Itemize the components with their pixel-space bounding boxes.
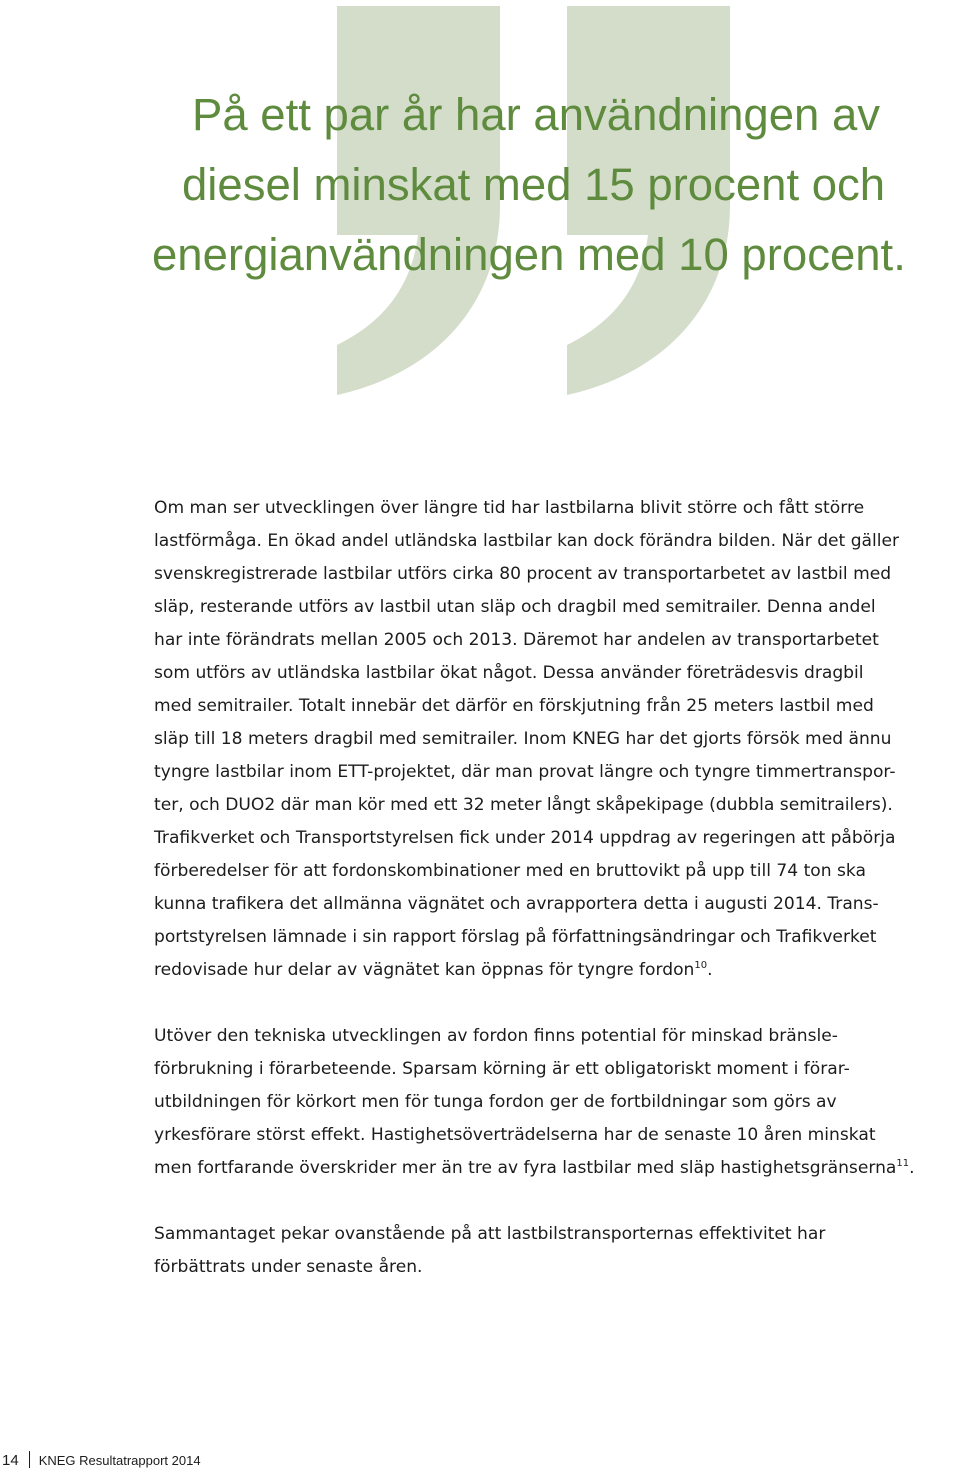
text-line: lastförmåga. En ökad andel utländska lastbilar kan dock förändra bilden. När det gäller <box>154 531 900 551</box>
text-line: utbildningen för körkort men för tunga fordon ger de fortbildningar som görs av <box>154 1092 837 1112</box>
page-number: 14 <box>2 1452 19 1469</box>
text-line: har inte förändrats mellan 2005 och 2013. Däremot har andelen av transportarbetet <box>154 630 879 650</box>
text-line: yrkesförare störst effekt. Hastighetsöverträdelserna har de senaste 10 åren minskat <box>154 1125 876 1145</box>
sentence-end: . <box>909 1158 915 1178</box>
text-line: kunna trafikera det allmänna vägnätet och avrapportera detta i augusti 2014. Trans- <box>154 894 879 914</box>
paragraph-driver-behaviour <box>154 1020 944 1185</box>
text-line: Om man ser utvecklingen över längre tid har lastbilarna blivit större och fått större <box>154 498 865 518</box>
sentence-end: . <box>707 960 713 980</box>
paragraph-summary <box>154 1218 944 1284</box>
text-line: Utöver den tekniska utvecklingen av fordon finns potential för minskad bränsle- <box>154 1026 838 1046</box>
text-line: som utförs av utländska lastbilar ökat något. Dessa använder företrädesvis dragbil <box>154 663 864 683</box>
text-line: förbättrats under senaste åren. <box>154 1257 423 1277</box>
paragraph-vehicle-development <box>154 492 944 987</box>
text-line: svenskregistrerade lastbilar utförs cirka 80 procent av transportarbetet av lastbil med <box>154 564 892 584</box>
text-line: förberedelser för att fordonskombinationer med en bruttovikt på upp till 74 ton ska <box>154 861 866 881</box>
text-line: ter, och DUO2 där man kör med ett 32 meter långt skåpekipage (dubbla semitrailers). <box>154 795 893 815</box>
text-segment: redovisade hur delar av vägnätet kan öppnas för tyngre fordon <box>154 960 695 980</box>
text-line <box>154 1152 944 1185</box>
text-line: portstyrelsen lämnade i sin rapport förslag på författningsändringar och Trafikverket <box>154 927 877 947</box>
footer-divider <box>29 1451 30 1468</box>
text-line: släp, resterande utförs av lastbil utan släp och dragbil med semitrailer. Denna andel <box>154 597 876 617</box>
publication-title: KNEG Resultatrapport 2014 <box>38 1453 201 1468</box>
text-segment: men fortfarande överskrider mer än tre av fyra lastbilar med släp hastighetsgränserna <box>154 1158 897 1178</box>
text-line: förbrukning i förarbeteende. Sparsam körning är ett obligatoriskt moment i förar- <box>154 1059 850 1079</box>
footnote-ref: 10 <box>694 960 708 971</box>
text-line: släp till 18 meters dragbil med semitrailer. Inom KNEG har det gjorts försök med ännu <box>154 729 892 749</box>
pull-quote-line: diesel minskat med 15 procent och <box>182 159 886 210</box>
page-footer <box>2 1451 201 1469</box>
pull-quote-line: På ett par år har användningen av <box>192 89 881 140</box>
footnote-ref: 11 <box>896 1158 910 1169</box>
text-line: Sammantaget pekar ovanstående på att lastbilstransporternas effektivitet har <box>154 1224 826 1244</box>
text-line: Trafikverket och Transportstyrelsen fick under 2014 uppdrag av regeringen att påbörja <box>154 828 896 848</box>
text-line: med semitrailer. Totalt innebär det därför en förskjutning från 25 meters lastbil med <box>154 696 874 716</box>
text-line: tyngre lastbilar inom ETT-projektet, där man provat längre och tyngre timmertranspor- <box>154 762 896 782</box>
text-line <box>154 954 944 987</box>
pull-quote-line: energianvändningen med 10 procent. <box>152 229 906 280</box>
article-body <box>154 492 944 1317</box>
pull-quote <box>152 80 942 290</box>
